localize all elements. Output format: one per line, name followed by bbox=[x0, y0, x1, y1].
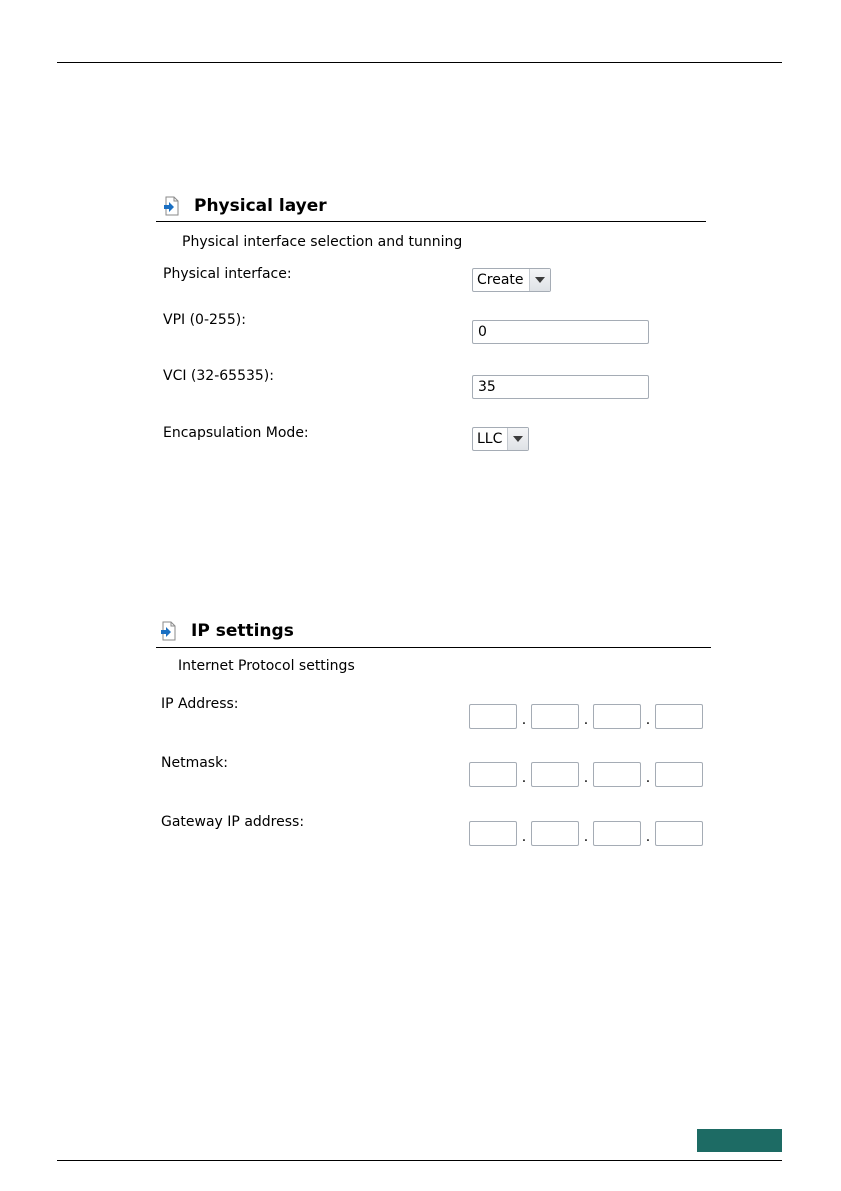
vpi-input[interactable]: 0 bbox=[472, 320, 649, 344]
ip-address-octet-2[interactable] bbox=[531, 704, 579, 729]
vci-label: VCI (32-65535): bbox=[163, 368, 274, 384]
encapsulation-mode-select[interactable] bbox=[472, 427, 529, 451]
ip-separator: . bbox=[583, 829, 589, 845]
ip-separator: . bbox=[521, 829, 527, 845]
gateway-input-group bbox=[469, 821, 703, 846]
chevron-down-icon[interactable] bbox=[507, 428, 528, 450]
physical-layer-title: Physical layer bbox=[194, 196, 327, 216]
ip-separator: . bbox=[645, 829, 651, 845]
page-arrow-icon bbox=[163, 196, 180, 216]
ip-separator: . bbox=[521, 712, 527, 728]
ip-address-octet-3[interactable] bbox=[593, 704, 641, 729]
ip-separator: . bbox=[521, 770, 527, 786]
ip-address-input-group bbox=[469, 704, 703, 729]
gateway-ip-address-label: Gateway IP address: bbox=[161, 814, 305, 830]
physical-interface-select[interactable] bbox=[472, 268, 551, 292]
gateway-octet-2[interactable] bbox=[531, 821, 579, 846]
vci-input[interactable]: 35 bbox=[472, 375, 649, 399]
netmask-input-group bbox=[469, 762, 703, 787]
ip-separator: . bbox=[583, 712, 589, 728]
bottom-rule bbox=[57, 1160, 782, 1161]
ip-settings-title: IP settings bbox=[191, 621, 294, 641]
ip-address-octet-4[interactable] bbox=[655, 704, 703, 729]
gateway-octet-4[interactable] bbox=[655, 821, 703, 846]
ip-separator: . bbox=[583, 770, 589, 786]
netmask-octet-1[interactable] bbox=[469, 762, 517, 787]
ip-separator: . bbox=[645, 712, 651, 728]
gateway-octet-3[interactable] bbox=[593, 821, 641, 846]
physical-layer-description: Physical interface selection and tunning bbox=[182, 234, 463, 250]
vpi-label: VPI (0-255): bbox=[163, 312, 246, 328]
top-rule bbox=[57, 62, 782, 63]
page-marker bbox=[697, 1129, 782, 1152]
physical-interface-label: Physical interface: bbox=[163, 266, 292, 282]
page-arrow-icon bbox=[160, 621, 177, 641]
ip-settings-rule bbox=[156, 647, 711, 648]
ip-address-label: IP Address: bbox=[161, 696, 239, 712]
ip-settings-header bbox=[160, 621, 294, 641]
netmask-octet-2[interactable] bbox=[531, 762, 579, 787]
physical-layer-header bbox=[163, 196, 327, 216]
encapsulation-mode-value: LLC bbox=[477, 431, 503, 447]
gateway-octet-1[interactable] bbox=[469, 821, 517, 846]
netmask-label: Netmask: bbox=[161, 755, 228, 771]
ip-separator: . bbox=[645, 770, 651, 786]
physical-interface-value: Create bbox=[477, 272, 524, 288]
chevron-down-icon[interactable] bbox=[529, 269, 550, 291]
ip-address-octet-1[interactable] bbox=[469, 704, 517, 729]
netmask-octet-3[interactable] bbox=[593, 762, 641, 787]
ip-settings-description: Internet Protocol settings bbox=[178, 658, 355, 674]
encapsulation-mode-label: Encapsulation Mode: bbox=[163, 425, 309, 441]
physical-layer-rule bbox=[156, 221, 706, 222]
netmask-octet-4[interactable] bbox=[655, 762, 703, 787]
